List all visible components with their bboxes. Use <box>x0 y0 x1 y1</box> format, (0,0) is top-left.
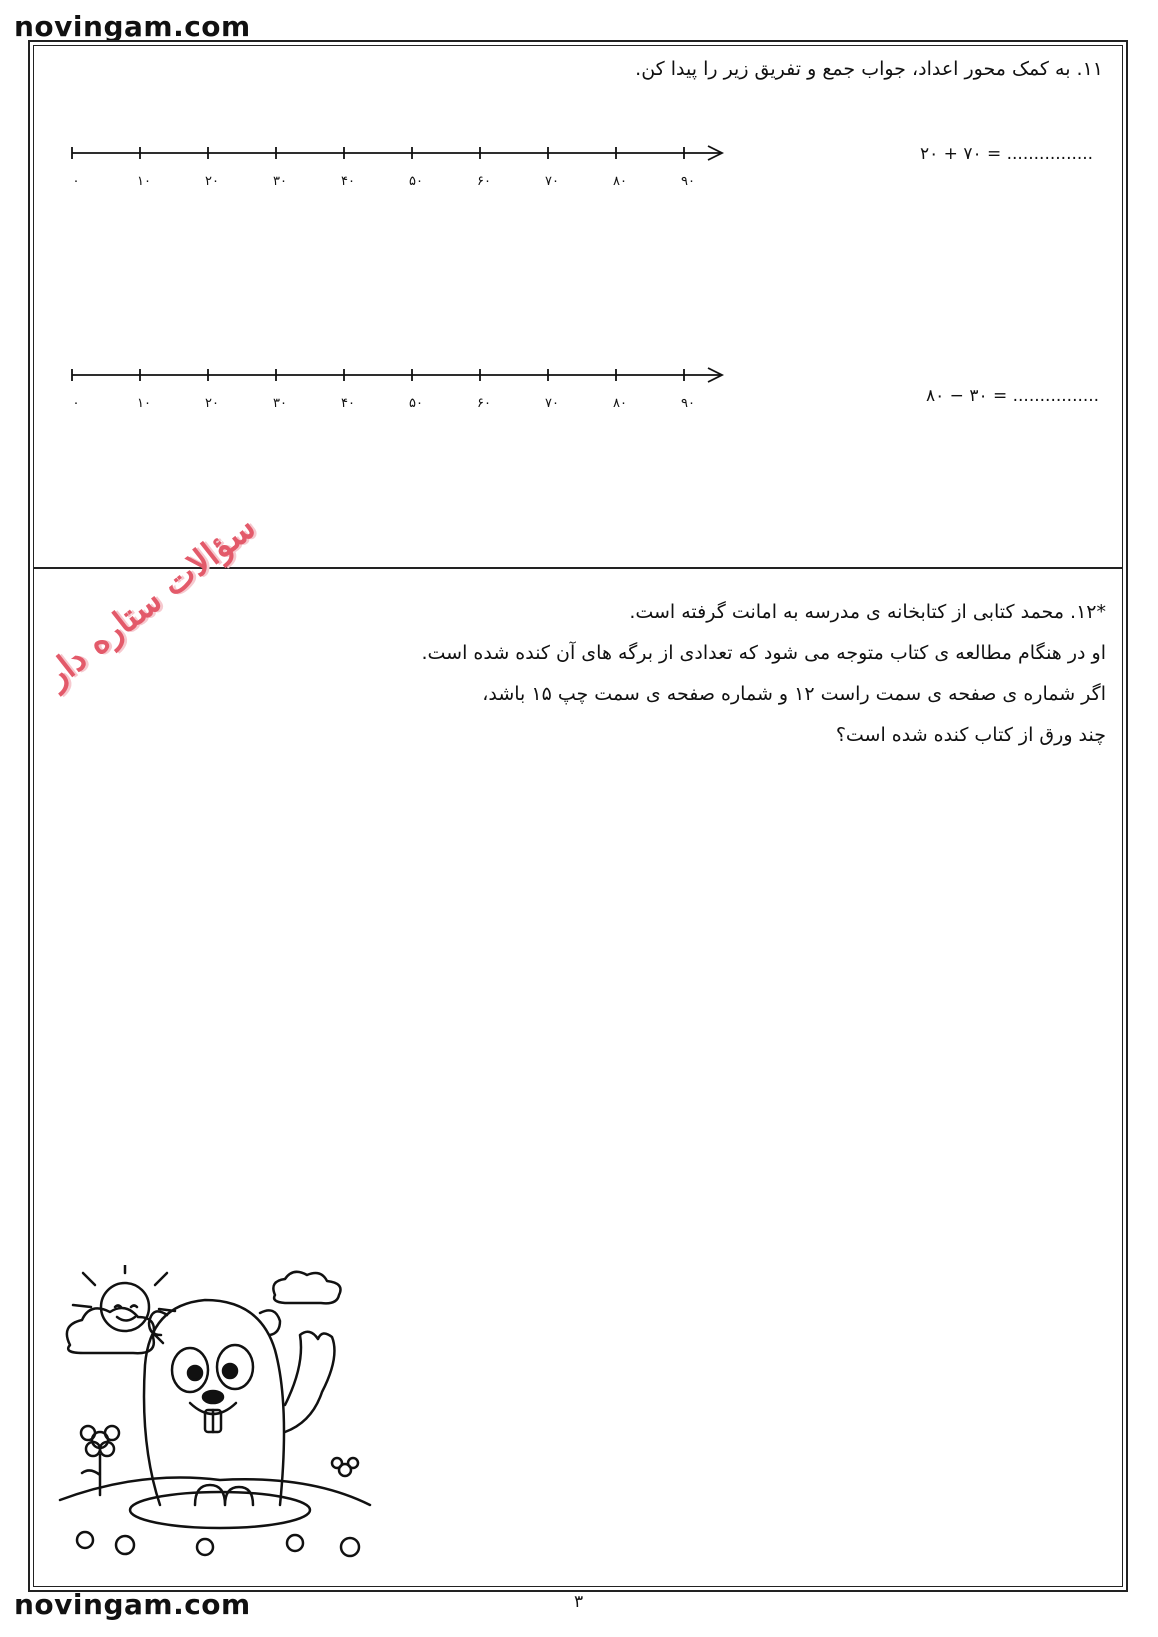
site-watermark-top: novingam.com <box>14 10 251 43</box>
question-12-line-4: چند ورق از کتاب کنده شده است؟ <box>835 724 1106 746</box>
number-line-tick-label: ۰ <box>72 174 80 189</box>
question-12 <box>206 592 1106 756</box>
number-line-tick-label: ۲۰ <box>205 174 219 189</box>
number-line-tick-label: ۴۰ <box>341 396 355 411</box>
number-line-tick-label: ۷۰ <box>545 174 559 189</box>
number-line-tick-label: ۳۰ <box>273 396 287 411</box>
starred-questions-stamp: سؤالات ستاره دار <box>37 507 264 696</box>
question-12-line-2: او در هنگام مطالعه ی کتاب متوجه می شود که تعدادی از برگه های آن کنده شده است. <box>421 642 1106 664</box>
cloud-left-icon <box>67 1308 154 1353</box>
number-line-tick-label: ۵۰ <box>409 174 423 189</box>
question-11-title: ۱۱. به کمک محور اعداد، جواب جمع و تفریق زیر را پیدا کن. <box>635 58 1103 80</box>
number-line-tick-label: ۱۰ <box>137 396 151 411</box>
number-line-tick-label: ۸۰ <box>613 396 627 411</box>
number-line-tick-label: ۷۰ <box>545 396 559 411</box>
sun-icon <box>101 1283 149 1331</box>
number-line-tick-label: ۳۰ <box>273 174 287 189</box>
cloud-right-icon <box>273 1272 340 1304</box>
equation-addition: ۲۰ + ۷۰ = ................ <box>920 144 1094 164</box>
number-line-tick-label: ۴۰ <box>341 174 355 189</box>
number-line-tick-label: ۱۰ <box>137 174 151 189</box>
number-line-tick-label: ۹۰ <box>681 174 695 189</box>
number-line-tick-label: ۵۰ <box>409 396 423 411</box>
page-number: ۳ <box>574 1592 584 1612</box>
number-line-tick-label: ۹۰ <box>681 396 695 411</box>
equation-subtraction: ۸۰ − ۳۰ = ................ <box>926 386 1100 406</box>
number-line-tick-label: ۶۰ <box>477 174 491 189</box>
number-line-tick-label: ۶۰ <box>477 396 491 411</box>
beaver-illustration <box>55 1265 395 1585</box>
question-12-line-3: اگر شماره ی صفحه ی سمت راست ۱۲ و شماره صفحه ی سمت چپ ۱۵ باشد، <box>482 683 1106 705</box>
number-line-1 <box>60 138 780 218</box>
number-line-tick-label: ۸۰ <box>613 174 627 189</box>
question-12-line-1: *۱۲. محمد کتابی از کتابخانه ی مدرسه به امانت گرفته است. <box>629 601 1106 623</box>
number-line-tick-label: ۲۰ <box>205 396 219 411</box>
site-watermark-bottom: novingam.com <box>14 1588 251 1621</box>
number-line-2 <box>60 360 780 440</box>
number-line-tick-label: ۰ <box>72 396 80 411</box>
